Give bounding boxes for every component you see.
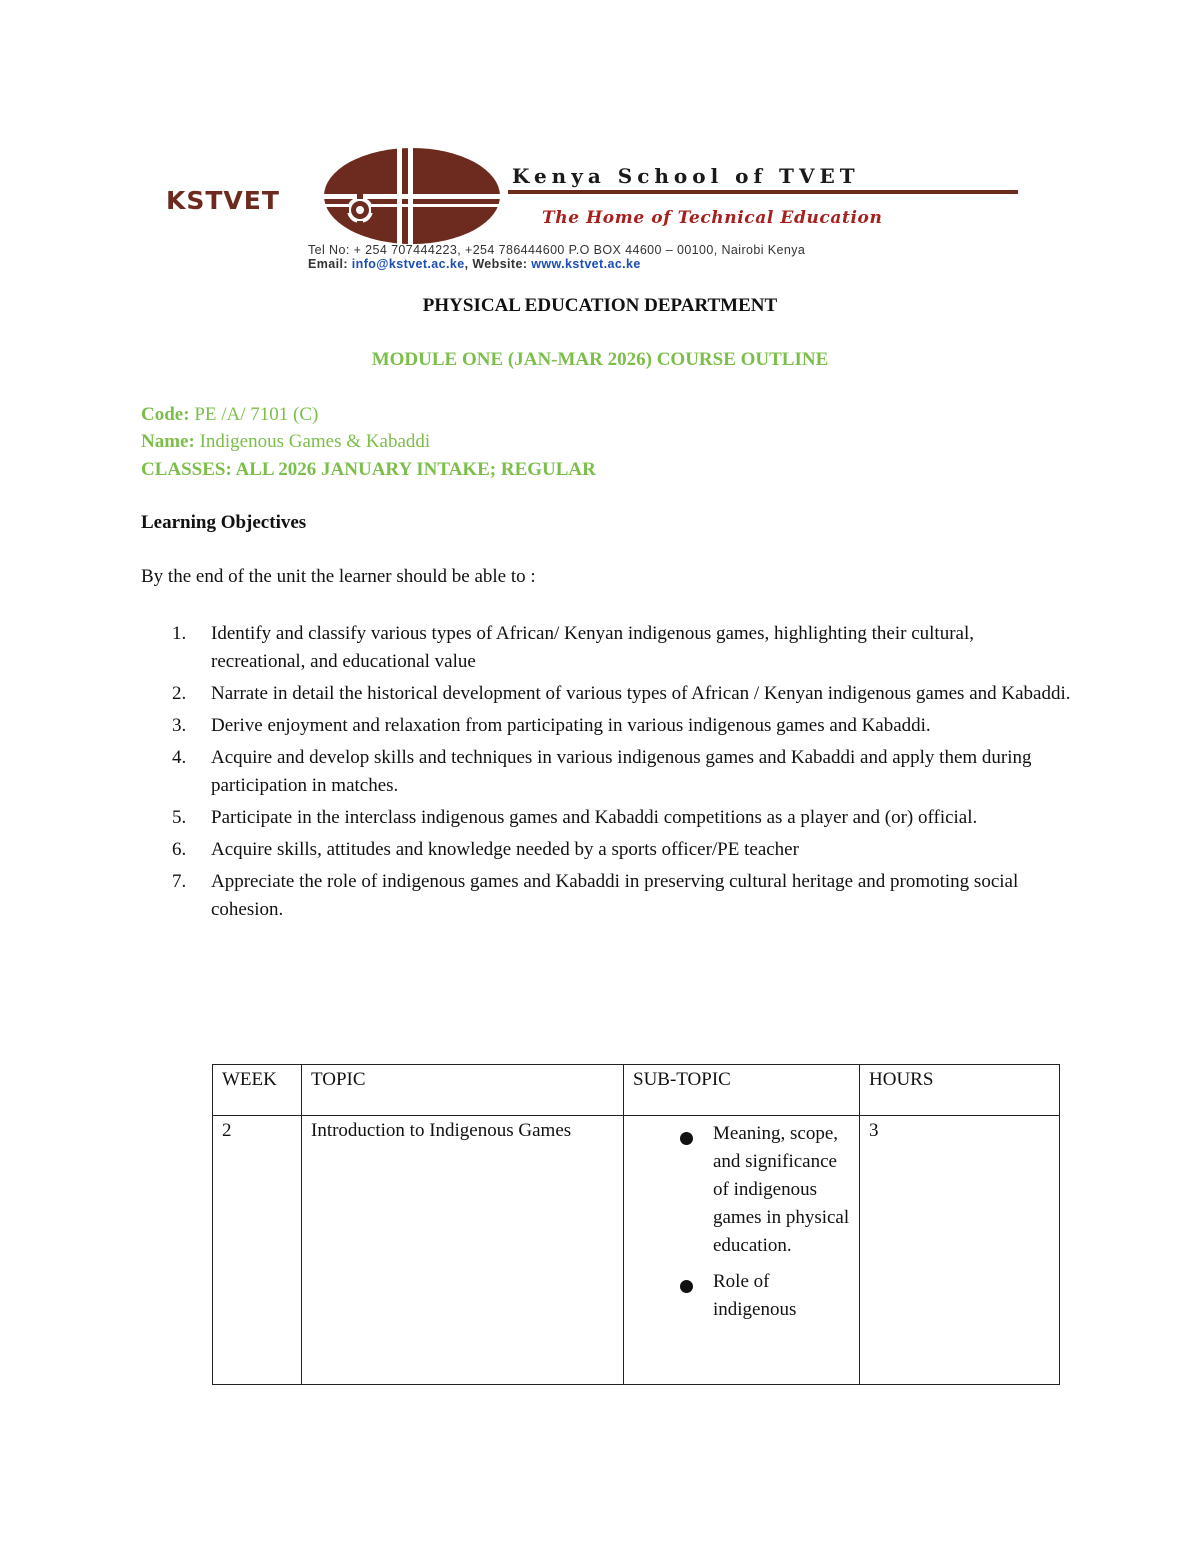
- cell-subtopic: [624, 1116, 860, 1385]
- objective-number: 1.: [172, 623, 187, 644]
- objective-item: [172, 680, 1072, 708]
- objective-text: Acquire skills, attitudes and knowledge needed by a sports officer/PE teacher: [211, 839, 799, 860]
- contact-phone: Tel No: + 254 707444223, +254 786444600 P.O BOX 44600 – 00100, Nairobi Kenya: [308, 243, 806, 257]
- objective-text: Derive enjoyment and relaxation from participating in various indigenous games and Kabaddi.: [211, 715, 931, 736]
- cell-week: 2: [213, 1116, 302, 1385]
- objective-item: [172, 744, 1072, 800]
- learning-objectives-intro: By the end of the unit the learner should be able to :: [141, 566, 536, 587]
- email-link[interactable]: info@kstvet.ac.ke: [351, 257, 465, 271]
- subtopic-list: [633, 1120, 850, 1324]
- objective-text: Appreciate the role of indigenous games and Kabaddi in preserving cultural heritage and promoting social cohesion.: [211, 871, 1019, 920]
- table-row: [213, 1116, 1060, 1385]
- objective-number: 2.: [172, 683, 187, 704]
- header-subtopic: SUB-TOPIC: [624, 1065, 860, 1116]
- website-label: , Website:: [464, 257, 528, 271]
- contact-email-website: [308, 257, 641, 271]
- header-hours: HOURS: [860, 1065, 1060, 1116]
- header-week: WEEK: [213, 1065, 302, 1116]
- course-classes: CLASSES: ALL 2026 JANUARY INTAKE; REGULAR: [141, 459, 596, 480]
- objective-item: [172, 804, 1072, 832]
- email-label: Email:: [308, 257, 348, 271]
- objective-item: [172, 620, 1072, 676]
- objective-number: 7.: [172, 871, 187, 892]
- objective-number: 3.: [172, 715, 187, 736]
- learning-objectives-heading: Learning Objectives: [141, 512, 307, 533]
- website-link[interactable]: www.kstvet.ac.ke: [531, 257, 641, 271]
- department-title: PHYSICAL EDUCATION DEPARTMENT: [422, 295, 778, 316]
- school-name: Kenya School of TVET: [512, 164, 860, 188]
- school-tagline: The Home of Technical Education: [542, 208, 883, 228]
- name-value: Indigenous Games & Kabaddi: [194, 431, 431, 452]
- course-code: [141, 404, 318, 426]
- objective-text: Participate in the interclass indigenous games and Kabaddi competitions as a player and (or) official.: [211, 807, 978, 828]
- course-outline-table: [212, 1064, 1060, 1385]
- code-value: PE /A/ 7101 (C): [189, 404, 319, 425]
- subtopic-item: Meaning, scope, and significance of indigenous games in physical education.: [713, 1120, 850, 1260]
- code-label: Code:: [141, 404, 190, 425]
- course-name: [141, 431, 430, 453]
- objective-number: 4.: [172, 747, 187, 768]
- module-title: MODULE ONE (JAN-MAR 2026) COURSE OUTLINE: [371, 349, 829, 370]
- name-label: Name:: [141, 431, 195, 452]
- objective-text: Narrate in detail the historical development of various types of African / Kenyan indigenous games and Kabaddi.: [211, 683, 1071, 704]
- cell-topic: Introduction to Indigenous Games: [302, 1116, 624, 1385]
- logo-wordmark: KSTVET: [166, 186, 280, 215]
- cell-hours: 3: [860, 1116, 1060, 1385]
- objective-number: 5.: [172, 807, 187, 828]
- objective-item: [172, 712, 1072, 740]
- letterhead: [160, 148, 1020, 274]
- table-header-row: [213, 1065, 1060, 1116]
- objective-text: Acquire and develop skills and techniques in various indigenous games and Kabaddi and apply them during participation in matches.: [211, 747, 1032, 796]
- objective-item: [172, 868, 1072, 924]
- objective-number: 6.: [172, 839, 187, 860]
- objective-item: [172, 836, 1072, 864]
- objectives-list: [172, 620, 1072, 924]
- objective-text: Identify and classify various types of African/ Kenyan indigenous games, highlighting their cultural, recreational, and educational value: [211, 623, 974, 672]
- subtopic-item: Role of indigenous: [713, 1268, 850, 1324]
- header-topic: TOPIC: [302, 1065, 624, 1116]
